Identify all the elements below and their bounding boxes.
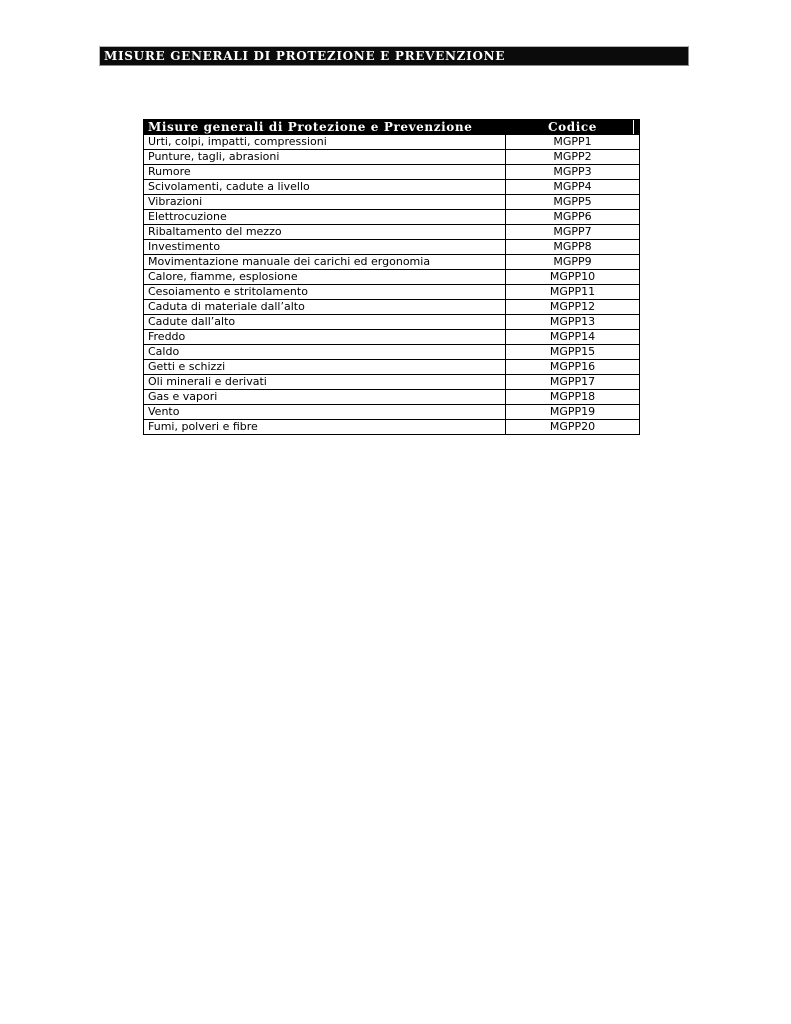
table-row — [144, 360, 640, 375]
measure-code: MGPP3 — [506, 165, 640, 180]
table-row — [144, 195, 640, 210]
measure-label: Rumore — [144, 165, 506, 180]
measure-label: Elettrocuzione — [144, 210, 506, 225]
table-row — [144, 150, 640, 165]
table-row — [144, 270, 640, 285]
measure-code: MGPP8 — [506, 240, 640, 255]
measure-label: Vento — [144, 405, 506, 420]
table-row — [144, 255, 640, 270]
measure-code: MGPP20 — [506, 420, 640, 435]
table-row — [144, 345, 640, 360]
measure-label: Ribaltamento del mezzo — [144, 225, 506, 240]
table-row — [144, 300, 640, 315]
measure-label: Cadute dall’alto — [144, 315, 506, 330]
table-row — [144, 165, 640, 180]
measure-code: MGPP19 — [506, 405, 640, 420]
measure-code: MGPP2 — [506, 150, 640, 165]
measure-label: Calore, fiamme, esplosione — [144, 270, 506, 285]
measure-label: Investimento — [144, 240, 506, 255]
measure-code: MGPP17 — [506, 375, 640, 390]
table-row — [144, 285, 640, 300]
measure-code: MGPP6 — [506, 210, 640, 225]
table-row — [144, 390, 640, 405]
header-cell-measure: Misure generali di Protezione e Prevenzione — [144, 120, 506, 135]
measure-code: MGPP5 — [506, 195, 640, 210]
table-row — [144, 225, 640, 240]
measure-code: MGPP7 — [506, 225, 640, 240]
measure-label: Caduta di materiale dall’alto — [144, 300, 506, 315]
measure-label: Fumi, polveri e fibre — [144, 420, 506, 435]
measure-label: Freddo — [144, 330, 506, 345]
measure-label: Scivolamenti, cadute a livello — [144, 180, 506, 195]
table-row — [144, 210, 640, 225]
measure-code: MGPP12 — [506, 300, 640, 315]
measure-label: Gas e vapori — [144, 390, 506, 405]
table-row — [144, 375, 640, 390]
measure-code: MGPP13 — [506, 315, 640, 330]
table-row — [144, 240, 640, 255]
table-row — [144, 405, 640, 420]
measure-code: MGPP1 — [506, 135, 640, 150]
measure-label: Movimentazione manuale dei carichi ed ergonomia — [144, 255, 506, 270]
table-header-row — [144, 120, 640, 135]
measure-code: MGPP16 — [506, 360, 640, 375]
measure-label: Punture, tagli, abrasioni — [144, 150, 506, 165]
measure-label: Getti e schizzi — [144, 360, 506, 375]
measure-label: Urti, colpi, impatti, compressioni — [144, 135, 506, 150]
measure-code: MGPP4 — [506, 180, 640, 195]
measure-label: Vibrazioni — [144, 195, 506, 210]
page-banner-title: MISURE GENERALI DI PROTEZIONE E PREVENZIONE — [104, 49, 506, 63]
measure-code: MGPP9 — [506, 255, 640, 270]
measure-code: MGPP11 — [506, 285, 640, 300]
table-row — [144, 420, 640, 435]
page-banner — [99, 46, 689, 66]
header-cell-code: Codice — [506, 120, 640, 135]
measure-label: Caldo — [144, 345, 506, 360]
measure-label: Oli minerali e derivati — [144, 375, 506, 390]
measure-code: MGPP18 — [506, 390, 640, 405]
measure-code: MGPP15 — [506, 345, 640, 360]
measures-table — [143, 119, 640, 435]
table-row — [144, 180, 640, 195]
measure-code: MGPP14 — [506, 330, 640, 345]
measure-code: MGPP10 — [506, 270, 640, 285]
table-row — [144, 315, 640, 330]
measures-table-container — [143, 119, 640, 435]
measure-label: Cesoiamento e stritolamento — [144, 285, 506, 300]
table-row — [144, 330, 640, 345]
table-row — [144, 135, 640, 150]
